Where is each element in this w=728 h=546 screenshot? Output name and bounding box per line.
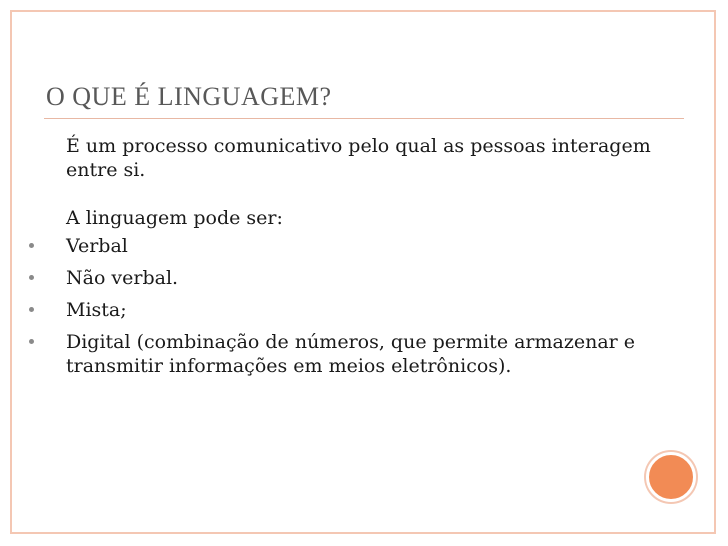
list-item [66, 330, 666, 378]
list-item-label: Verbal [66, 235, 128, 257]
list-item-label: Digital (combinação de números, que permite armazenar e transmitir informações em meios eletrônicos). [66, 331, 636, 377]
intro-text: A linguagem pode ser: [66, 207, 283, 229]
bullet-list [66, 234, 666, 378]
accent-circle-decoration [646, 452, 696, 502]
list-item [66, 234, 666, 258]
bullet-icon [29, 307, 34, 312]
bullet-icon [29, 243, 34, 248]
title-divider [44, 118, 684, 119]
list-item [66, 266, 666, 290]
bullet-icon [29, 275, 34, 280]
slide-title: O QUE É LINGUAGEM? [46, 82, 332, 111]
list-item [66, 298, 666, 322]
definition-text: É um processo comunicativo pelo qual as pessoas interagem entre si. [66, 135, 651, 181]
list-item-label: Não verbal. [66, 267, 179, 289]
list-item-label: Mista; [66, 299, 127, 321]
slide-body [66, 134, 666, 386]
bullet-icon [29, 339, 34, 344]
